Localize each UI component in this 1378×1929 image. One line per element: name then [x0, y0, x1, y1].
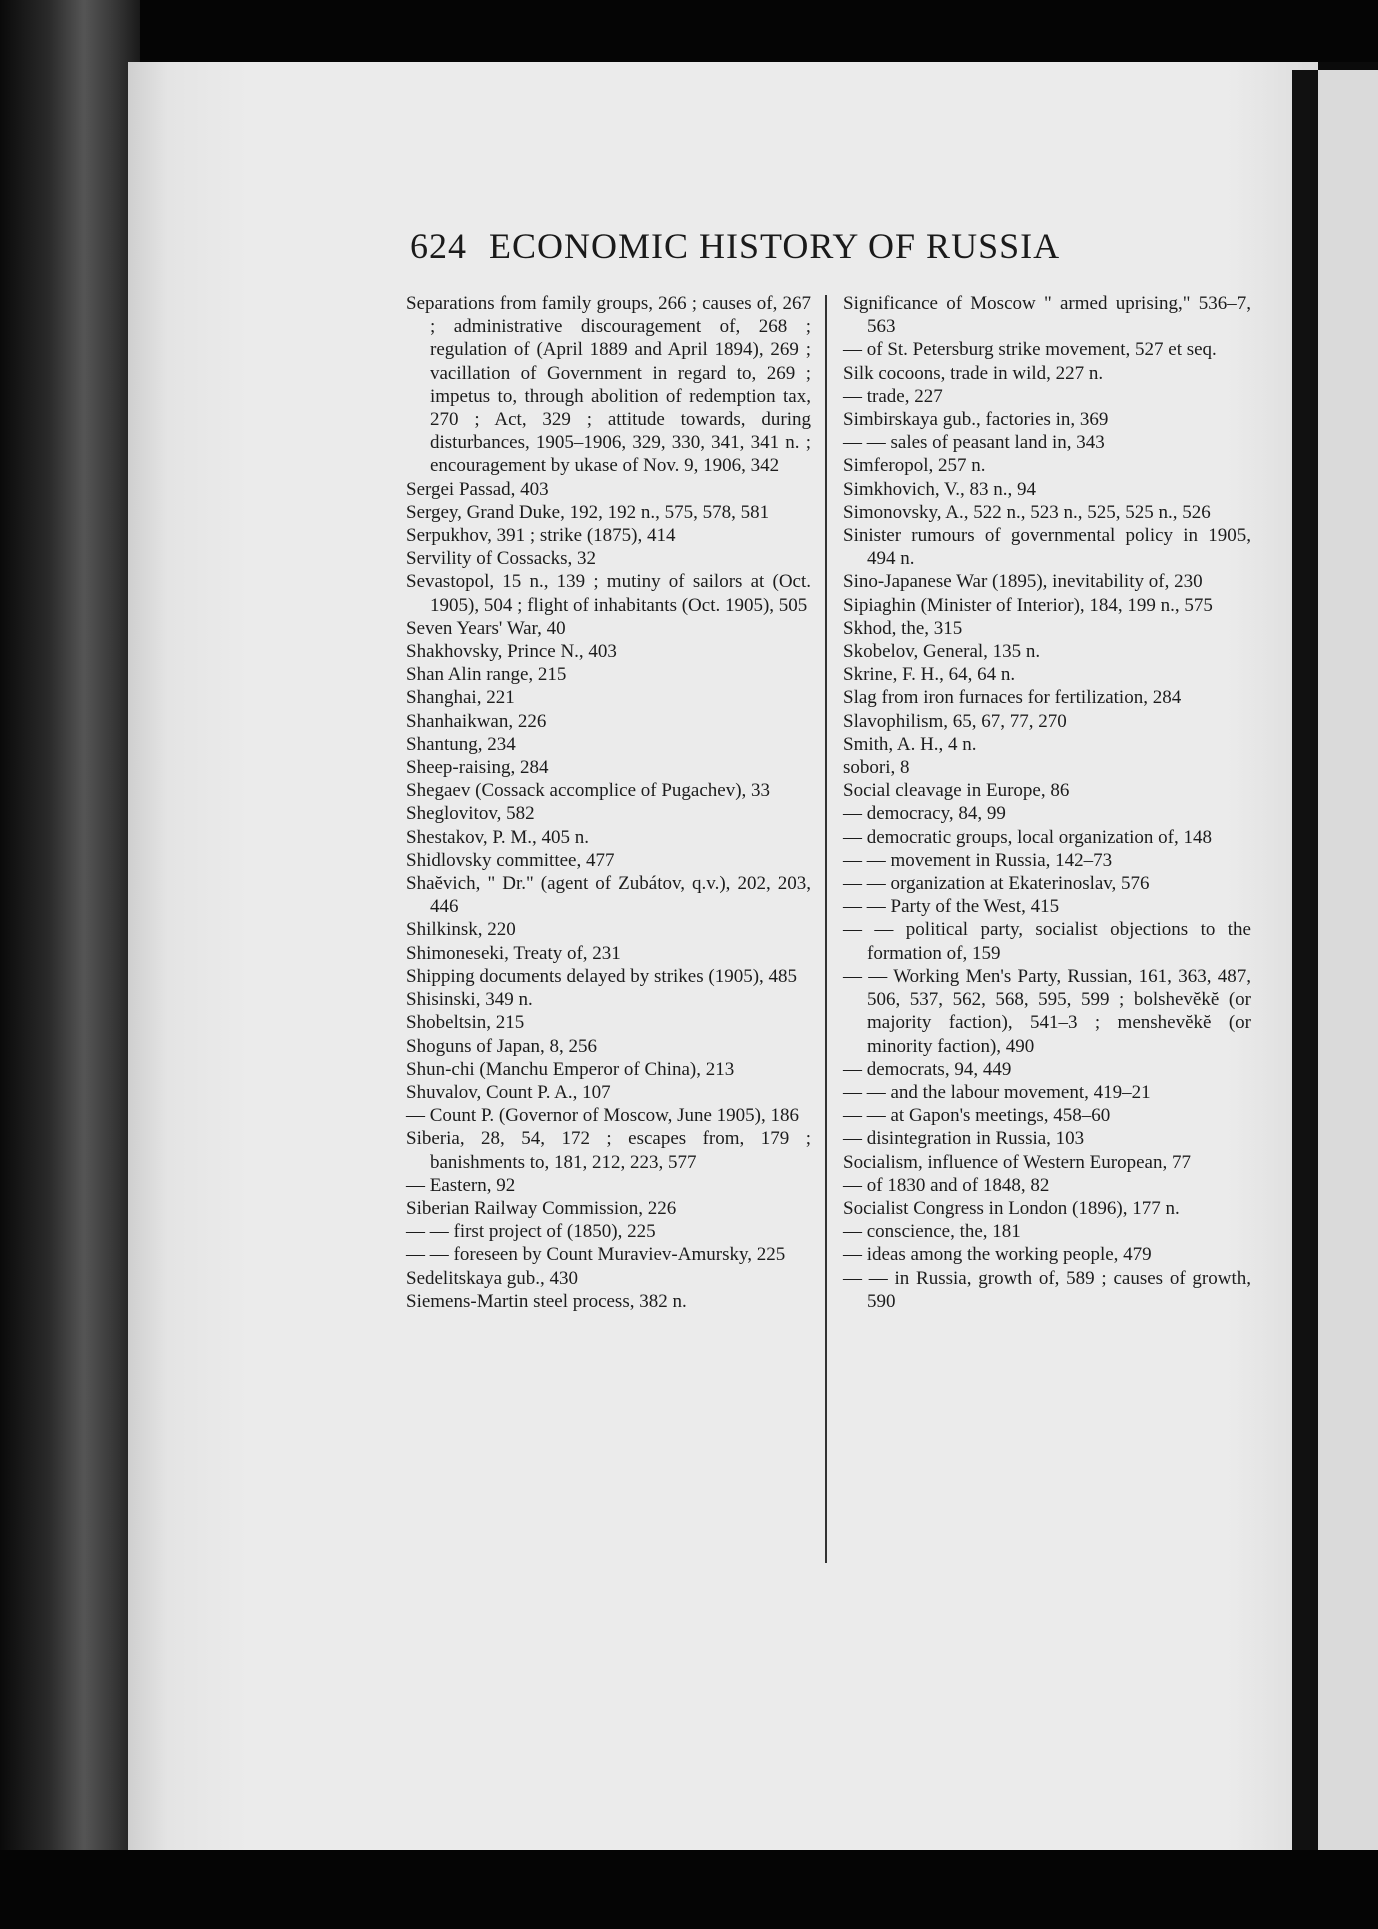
scan-bottom-border — [0, 1850, 1378, 1929]
index-entry: — conscience, the, 181 — [843, 1221, 1021, 1243]
index-column-left — [406, 292, 811, 1313]
index-entry: — — movement in Russia, 142–73 — [843, 849, 1113, 871]
page-gutter-shadow — [1292, 70, 1318, 1850]
index-entry: — — at Gapon's meetings, 458–60 — [843, 1105, 1111, 1127]
index-entry: Siberia, 28, 54, 172 ; escapes from, 179 ; banishments to, 181, 212, 223, 577 — [406, 1128, 811, 1173]
index-entry: — — sales of peasant land in, 343 — [843, 432, 1105, 454]
index-entry: Siemens-Martin steel process, 382 n. — [406, 1290, 687, 1312]
index-entry: Skobelov, General, 135 n. — [843, 641, 1041, 663]
index-entry: Shegaev (Cossack accomplice of Pugachev), 33 — [406, 780, 771, 802]
index-entry: — — political party, socialist objections to the formation of, 159 — [843, 919, 1251, 964]
index-entry: Sevastopol, 15 n., 139 ; mutiny of sailors at (Oct. 1905), 504 ; flight of inhabitants (Oct. 1905), 505 — [406, 571, 811, 616]
index-entry: Servility of Cossacks, 32 — [406, 548, 596, 570]
index-entry: Siberian Railway Commission, 226 — [406, 1197, 677, 1219]
index-entry: Shipping documents delayed by strikes (1905), 485 — [406, 965, 798, 987]
index-entry: Shilkinsk, 220 — [406, 919, 516, 941]
index-entry: Smith, A. H., 4 n. — [843, 733, 977, 755]
index-entry: Serpukhov, 391 ; strike (1875), 414 — [406, 525, 676, 547]
index-entry: — of 1830 and of 1848, 82 — [843, 1174, 1050, 1196]
index-entry: Socialism, influence of Western European, 77 — [843, 1151, 1191, 1173]
index-entry: Shanghai, 221 — [406, 687, 515, 709]
index-entry: — democratic groups, local organization of, 148 — [843, 826, 1212, 848]
index-entry: — ideas among the working people, 479 — [843, 1244, 1152, 1266]
index-entry: Shun-chi (Manchu Emperor of China), 213 — [406, 1058, 735, 1080]
index-entry: — — Working Men's Party, Russian, 161, 363, 487, 506, 537, 562, 568, 595, 599 ; bolshevĕkĕ (or majority faction), 541–3 ; menshevĕkĕ (or minority faction), 490 — [843, 965, 1251, 1057]
index-entry: Slavophilism, 65, 67, 77, 270 — [843, 710, 1067, 732]
index-entry: Skhod, the, 315 — [843, 617, 963, 639]
index-entry: Sheglovitov, 582 — [406, 803, 535, 825]
index-entry: Shisinski, 349 n. — [406, 989, 533, 1011]
index-entry: Sergey, Grand Duke, 192, 192 n., 575, 578, 581 — [406, 501, 770, 523]
running-head — [410, 225, 1210, 285]
index-entry: Sedelitskaya gub., 430 — [406, 1267, 579, 1289]
index-entry: — — organization at Ekaterinoslav, 576 — [843, 873, 1150, 895]
index-entry: Simkhovich, V., 83 n., 94 — [843, 478, 1037, 500]
index-entry: — disintegration in Russia, 103 — [843, 1128, 1085, 1150]
book-spine-shadow — [0, 0, 140, 1929]
index-entry: — of St. Petersburg strike movement, 527 et seq. — [843, 339, 1217, 361]
index-entry: Skrine, F. H., 64, 64 n. — [843, 664, 1016, 686]
index-entry: Separations from family groups, 266 ; causes of, 267 ; administrative discouragement of, 268 ; regulation of (April 1889 and April 1894), 269 ; vacillation of Government in regard to, 269 ; impetus to, through abolition of redemption tax, 270 ; Act, 329 ; attitude towards, during disturbances, 1905–1906, 329, 330, 341, 341 n. ; encouragement by ukase of Nov. 9, 1906, 342 — [406, 293, 811, 477]
index-entry: — — first project of (1850), 225 — [406, 1221, 656, 1243]
index-entry: — democrats, 94, 449 — [843, 1058, 1012, 1080]
index-entry: — — in Russia, growth of, 589 ; causes of growth, 590 — [843, 1267, 1251, 1312]
index-entry: Shantung, 234 — [406, 733, 516, 755]
index-entry: Shaĕvich, " Dr." (agent of Zubátov, q.v.), 202, 203, 446 — [406, 873, 811, 918]
index-entry: Simferopol, 257 n. — [843, 455, 986, 477]
index-entry: — Count P. (Governor of Moscow, June 1905), 186 — [406, 1105, 799, 1127]
index-entry: — democracy, 84, 99 — [843, 803, 1006, 825]
index-entry: sobori, 8 — [843, 757, 910, 779]
index-entry: Seven Years' War, 40 — [406, 617, 566, 639]
index-entry: Slag from iron furnaces for fertilization, 284 — [843, 687, 1182, 709]
index-entry: Socialist Congress in London (1896), 177 n. — [843, 1197, 1180, 1219]
index-entry: Shan Alin range, 215 — [406, 664, 567, 686]
index-entry: Shestakov, P. M., 405 n. — [406, 826, 589, 848]
index-entry: Shuvalov, Count P. A., 107 — [406, 1081, 611, 1103]
index-entry: — trade, 227 — [843, 385, 943, 407]
index-entry: — — Party of the West, 415 — [843, 896, 1060, 918]
page-number: 624 — [410, 226, 467, 266]
index-entry: Shoguns of Japan, 8, 256 — [406, 1035, 598, 1057]
index-entry: Shimoneseki, Treaty of, 231 — [406, 942, 621, 964]
index-entry: — — foreseen by Count Muraviev-Amursky, 225 — [406, 1244, 786, 1266]
index-entry: Sergei Passad, 403 — [406, 478, 549, 500]
index-entry: Sinister rumours of governmental policy in 1905, 494 n. — [843, 525, 1251, 570]
scan-top-border — [0, 0, 1378, 62]
book-title: ECONOMIC HISTORY OF RUSSIA — [489, 226, 1061, 266]
index-entry: Shidlovsky committee, 477 — [406, 849, 615, 871]
index-entry: Sino-Japanese War (1895), inevitability of, 230 — [843, 571, 1203, 593]
index-entry: — — and the labour movement, 419–21 — [843, 1081, 1151, 1103]
index-entry: — Eastern, 92 — [406, 1174, 516, 1196]
next-page-edge — [1318, 70, 1378, 1850]
index-entry: Significance of Moscow " armed uprising," 536–7, 563 — [843, 293, 1251, 338]
index-entry: Shakhovsky, Prince N., 403 — [406, 641, 617, 663]
index-column-right — [843, 292, 1251, 1313]
index-entry: Simbirskaya gub., factories in, 369 — [843, 409, 1109, 431]
index-entry: Shanhaikwan, 226 — [406, 710, 547, 732]
index-entry: Silk cocoons, trade in wild, 227 n. — [843, 362, 1104, 384]
index-entry: Social cleavage in Europe, 86 — [843, 780, 1070, 802]
index-entry: Shobeltsin, 215 — [406, 1012, 525, 1034]
index-entry: Sheep-raising, 284 — [406, 757, 549, 779]
column-divider — [825, 295, 827, 1563]
index-entry: Simonovsky, A., 522 n., 523 n., 525, 525 n., 526 — [843, 501, 1211, 523]
index-entry: Sipiaghin (Minister of Interior), 184, 199 n., 575 — [843, 594, 1213, 616]
